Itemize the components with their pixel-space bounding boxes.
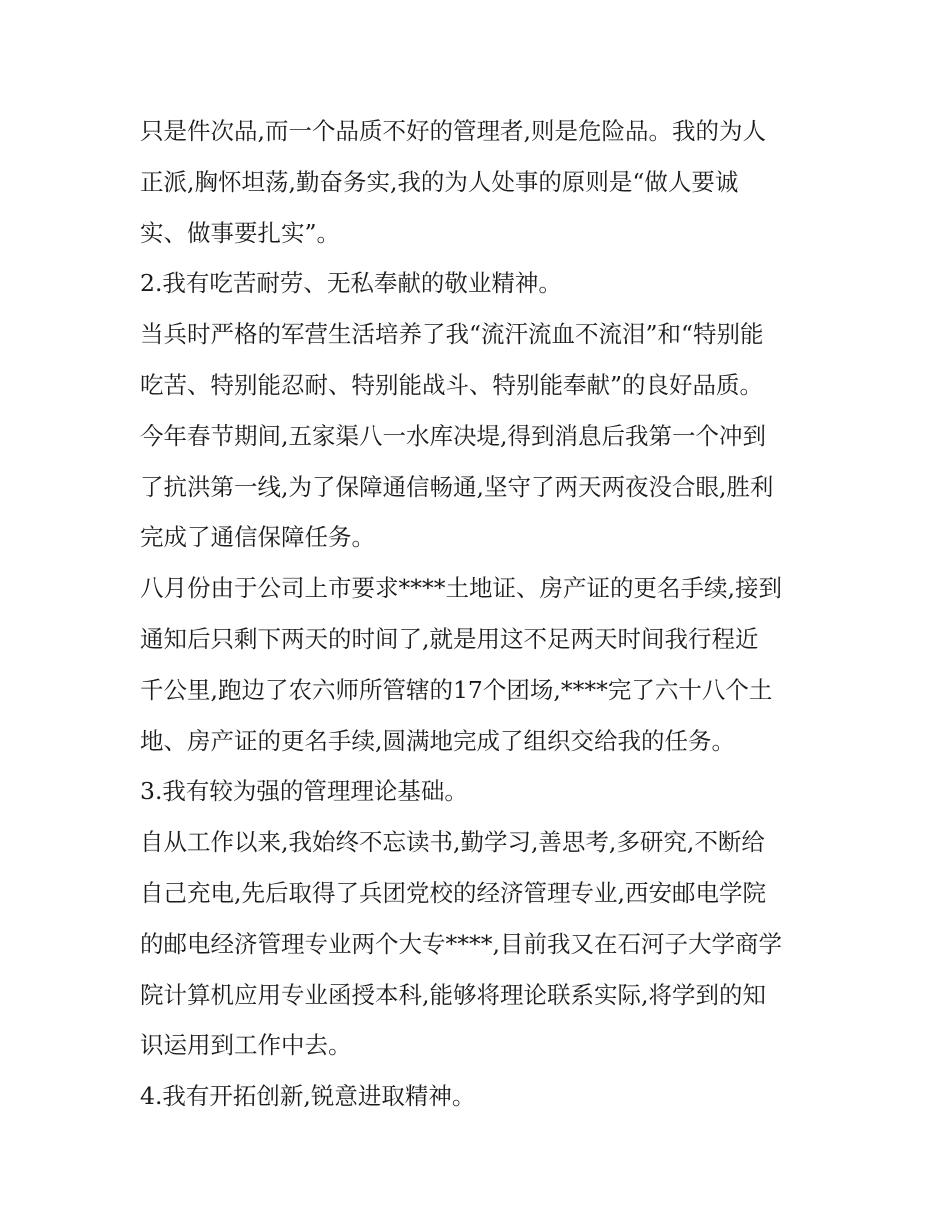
text-line: 通知后只剩下两天的时间了,就是用这不足两天时间我行程近 [140,624,759,653]
section-heading: 4.我有开拓创新,锐意进取精神。 [140,1082,476,1111]
section-heading: 3.我有较为强的管理理论基础。 [140,777,468,806]
text-line: 院计算机应用专业函授本科,能够将理论联系实际,将学到的知 [140,980,766,1009]
text-line: 识运用到工作中去。 [140,1031,352,1060]
section-heading: 2.我有吃苦耐劳、无私奉献的敬业精神。 [140,269,562,298]
text-line: 正派,胸怀坦荡,勤奋务实,我的为人处事的原则是“做人要诚 [140,167,739,196]
text-line: 完成了通信保障任务。 [140,523,375,552]
text-line: 八月份由于公司上市要求****土地证、房产证的更名手续,接到 [140,574,782,603]
text-line: 自己充电,先后取得了兵团党校的经济管理专业,西安邮电学院 [140,878,766,907]
text-line: 地、房产证的更名手续,圆满地完成了组织交给我的任务。 [140,726,735,755]
text-line: 千公里,跑边了农六师所管辖的17个团场,****完了六十八个土 [140,675,773,704]
text-line: 只是件次品,而一个品质不好的管理者,则是危险品。我的为人 [140,117,766,145]
document-body [140,106,820,1122]
text-line: 的邮电经济管理专业两个大专****,目前我又在石河子大学商学 [140,929,782,958]
text-line: 实、做事要扎实”。 [140,218,341,247]
text-line: 吃苦、特别能忍耐、特别能战斗、特别能奉献”的良好品质。 [140,370,764,399]
text-line: 今年春节期间,五家渠八一水库决堤,得到消息后我第一个冲到 [140,421,766,450]
text-line: 自从工作以来,我始终不忘读书,勤学习,善思考,多研究,不断给 [140,828,765,857]
text-line: 了抗洪第一线,为了保障通信畅通,坚守了两天两夜没合眼,胜利 [140,472,774,501]
text-line: 当兵时严格的军营生活培养了我“流汗流血不流泪”和“特别能 [140,320,764,349]
